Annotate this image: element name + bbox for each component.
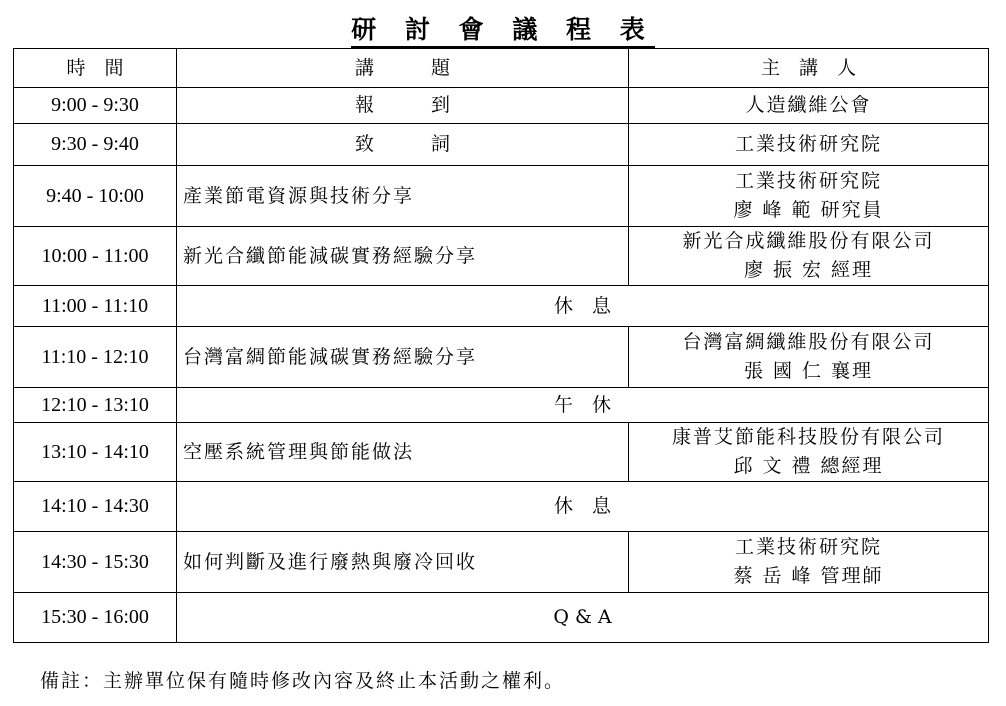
speaker-org: 人造纖維公會 (745, 94, 872, 116)
table-row (14, 88, 989, 124)
topic-cell: 空壓系統管理與節能做法 (177, 423, 629, 482)
topic-cell: 如何判斷及進行廢熱與廢冷回收 (177, 532, 629, 593)
speaker-cell (629, 124, 989, 166)
header-row (14, 49, 989, 88)
table-row (14, 532, 989, 593)
time-cell: 15:30 - 16:00 (14, 593, 177, 643)
time-cell: 9:00 - 9:30 (14, 88, 177, 124)
table-row (14, 423, 989, 482)
time-cell: 14:30 - 15:30 (14, 532, 177, 593)
header-speaker: 主 講 人 (629, 49, 989, 88)
qa-cell: Q & A (177, 593, 989, 643)
time-cell: 14:10 - 14:30 (14, 482, 177, 532)
topic-cell: 報 到 (177, 88, 629, 124)
time-cell: 10:00 - 11:00 (14, 227, 177, 286)
speaker-cell (629, 327, 989, 388)
topic-cell: 台灣富綢節能減碳實務經驗分享 (177, 327, 629, 388)
speaker-cell (629, 423, 989, 482)
speaker-person: 邱 文 禮 總經理 (733, 455, 884, 477)
speaker-cell (629, 227, 989, 286)
footnote: 備註：主辦單位保有隨時修改內容及終止本活動之權利。 (40, 670, 566, 692)
page-title: 研 討 會 議 程 表 (0, 10, 1006, 46)
topic-cell: 產業節電資源與技術分享 (177, 166, 629, 227)
time-cell: 9:40 - 10:00 (14, 166, 177, 227)
table-row (14, 482, 989, 532)
agenda-table (13, 48, 989, 643)
table-row (14, 124, 989, 166)
table-row (14, 327, 989, 388)
speaker-person: 蔡 岳 峰 管理師 (733, 565, 884, 587)
topic-cell: 致 詞 (177, 124, 629, 166)
table-row (14, 166, 989, 227)
table-row (14, 593, 989, 643)
time-cell: 9:30 - 9:40 (14, 124, 177, 166)
header-topic: 講 題 (177, 49, 629, 88)
table-row (14, 286, 989, 327)
speaker-org: 工業技術研究院 (734, 536, 882, 558)
speaker-cell (629, 532, 989, 593)
speaker-org: 工業技術研究院 (734, 170, 882, 192)
topic-cell: 新光合纖節能減碳實務經驗分享 (177, 227, 629, 286)
speaker-cell (629, 88, 989, 124)
table-row (14, 227, 989, 286)
speaker-person: 廖 振 宏 經理 (743, 259, 874, 281)
speaker-org: 工業技術研究院 (734, 133, 882, 155)
break-cell: 午 休 (177, 388, 989, 423)
break-cell: 休 息 (177, 286, 989, 327)
header-time: 時 間 (14, 49, 177, 88)
time-cell: 12:10 - 13:10 (14, 388, 177, 423)
speaker-org: 康普艾節能科技股份有限公司 (671, 426, 945, 448)
speaker-person: 張 國 仁 襄理 (743, 360, 874, 382)
speaker-person: 廖 峰 範 研究員 (733, 199, 884, 221)
time-cell: 11:00 - 11:10 (14, 286, 177, 327)
break-cell: 休 息 (177, 482, 989, 532)
table-row (14, 388, 989, 423)
speaker-org: 台灣富綢纖維股份有限公司 (682, 331, 935, 353)
speaker-org: 新光合成纖維股份有限公司 (682, 230, 935, 252)
time-cell: 13:10 - 14:10 (14, 423, 177, 482)
time-cell: 11:10 - 12:10 (14, 327, 177, 388)
speaker-cell (629, 166, 989, 227)
